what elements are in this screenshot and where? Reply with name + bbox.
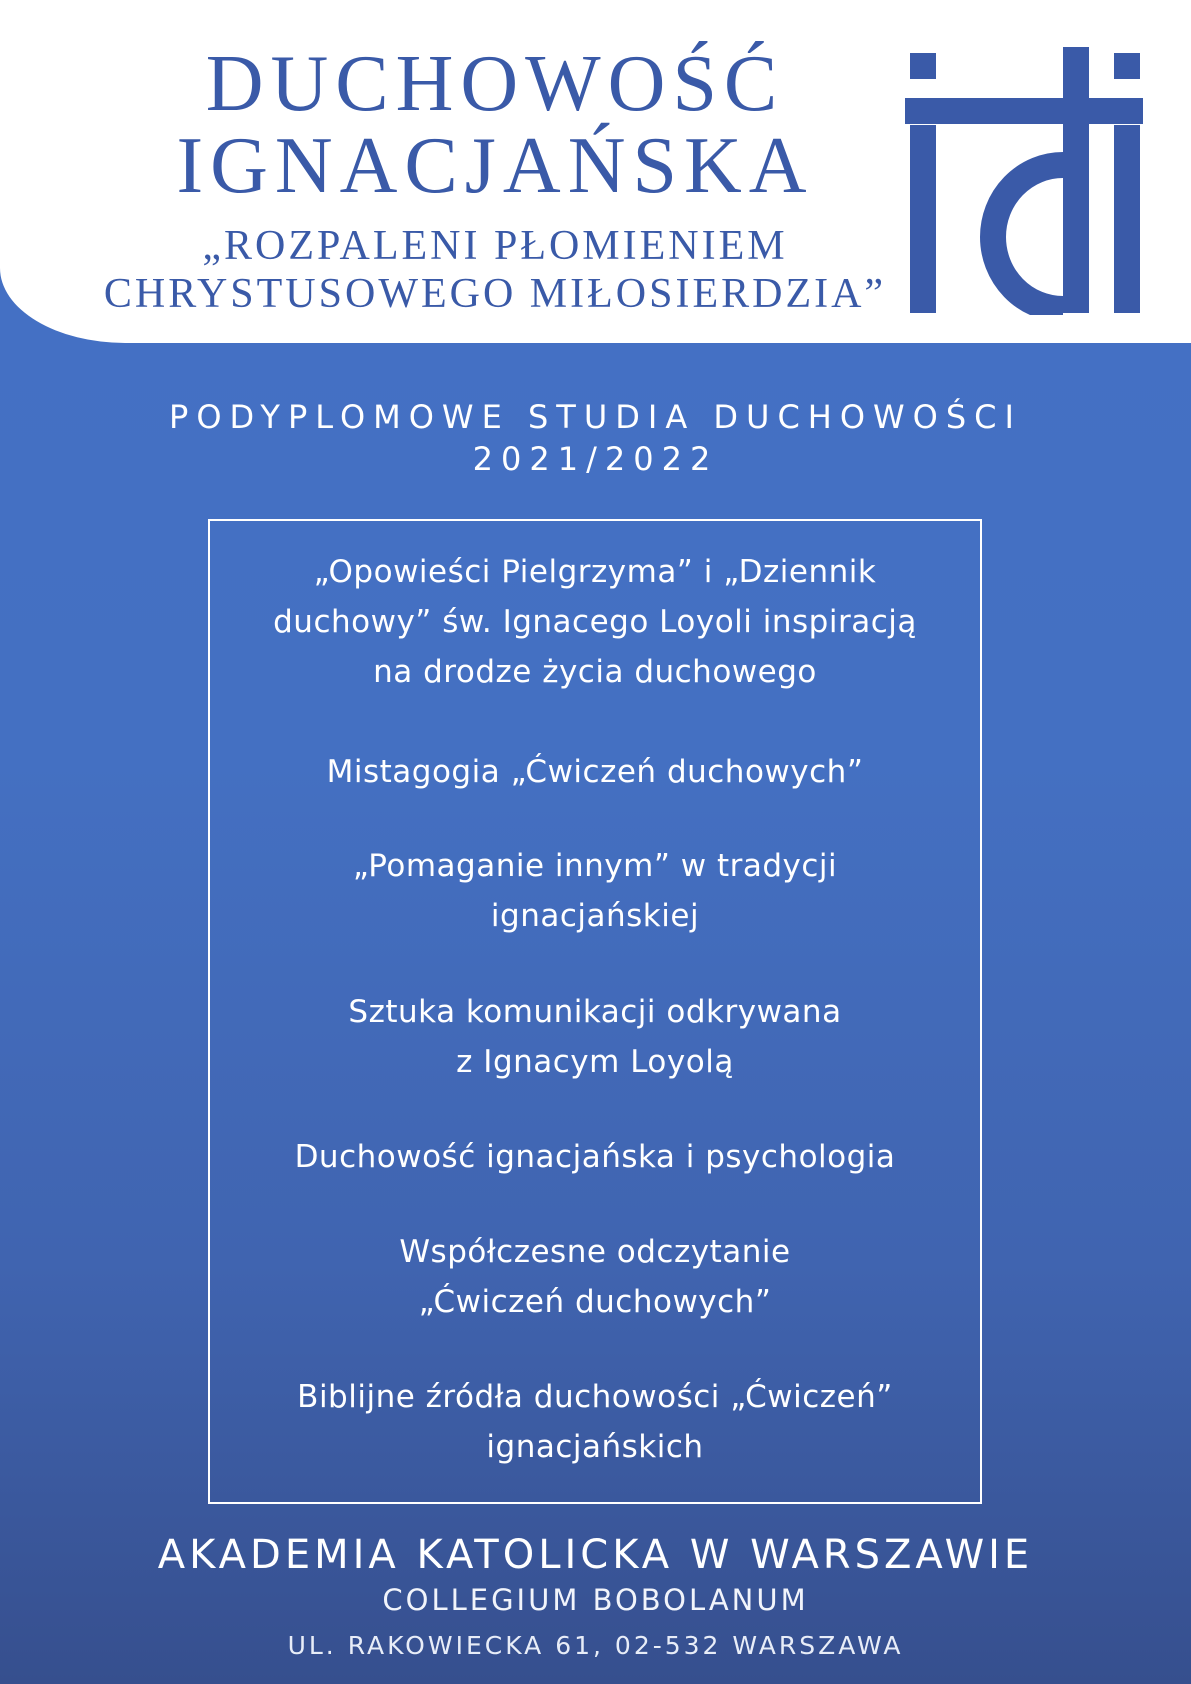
- course-line: „Pomaganie innym” w tradycji: [352, 848, 838, 884]
- program-years: 2021/2022: [472, 440, 719, 478]
- course-item: [210, 1227, 980, 1327]
- address: UL. RAKOWIECKA 61, 02-532 WARSZAWA: [287, 1631, 904, 1660]
- course-line: z Ignacym Loyolą: [456, 1044, 734, 1080]
- course-item: [210, 547, 980, 697]
- course-item: [210, 747, 980, 797]
- course-line: Sztuka komunikacji odkrywana: [348, 994, 842, 1030]
- course-line: Mistagogia „Ćwiczeń duchowych”: [326, 754, 864, 790]
- page-title-line-2: IGNACJAŃSKA: [176, 122, 814, 210]
- institution-name: AKADEMIA KATOLICKA W WARSZAWIE: [157, 1532, 1034, 1578]
- course-line: Duchowość ignacjańska i psychologia: [294, 1139, 896, 1175]
- header-banner: [0, 0, 1191, 343]
- subtitle-line-2: CHRYSTUSOWEGO MIŁOSIERDZIA”: [103, 271, 887, 317]
- course-line: Współczesne odczytanie: [399, 1234, 791, 1270]
- course-line: duchowy” św. Ignacego Loyoli inspiracją: [273, 604, 917, 640]
- college-name: COLLEGIUM BOBOLANUM: [382, 1583, 809, 1617]
- course-item: [210, 1132, 980, 1182]
- courses-list: [208, 519, 982, 1504]
- course-item: [210, 1372, 980, 1472]
- course-line: ignacjańskich: [486, 1429, 704, 1465]
- course-item: [210, 987, 980, 1087]
- course-item: [210, 841, 980, 941]
- idi-logo-icon: [905, 45, 1145, 315]
- page-title-line-1: DUCHOWOŚĆ: [205, 40, 785, 128]
- course-line: ignacjańskiej: [490, 898, 700, 934]
- course-line: na drodze życia duchowego: [373, 654, 817, 690]
- course-line: Biblijne źródła duchowości „Ćwiczeń”: [297, 1379, 893, 1415]
- course-line: „Opowieści Pielgrzyma” i „Dziennik: [313, 554, 877, 590]
- course-line: „Ćwiczeń duchowych”: [418, 1284, 772, 1320]
- program-heading: PODYPLOMOWE STUDIA DUCHOWOŚCI: [169, 398, 1022, 436]
- subtitle-line-1: „ROZPALENI PŁOMIENIEM: [202, 223, 788, 269]
